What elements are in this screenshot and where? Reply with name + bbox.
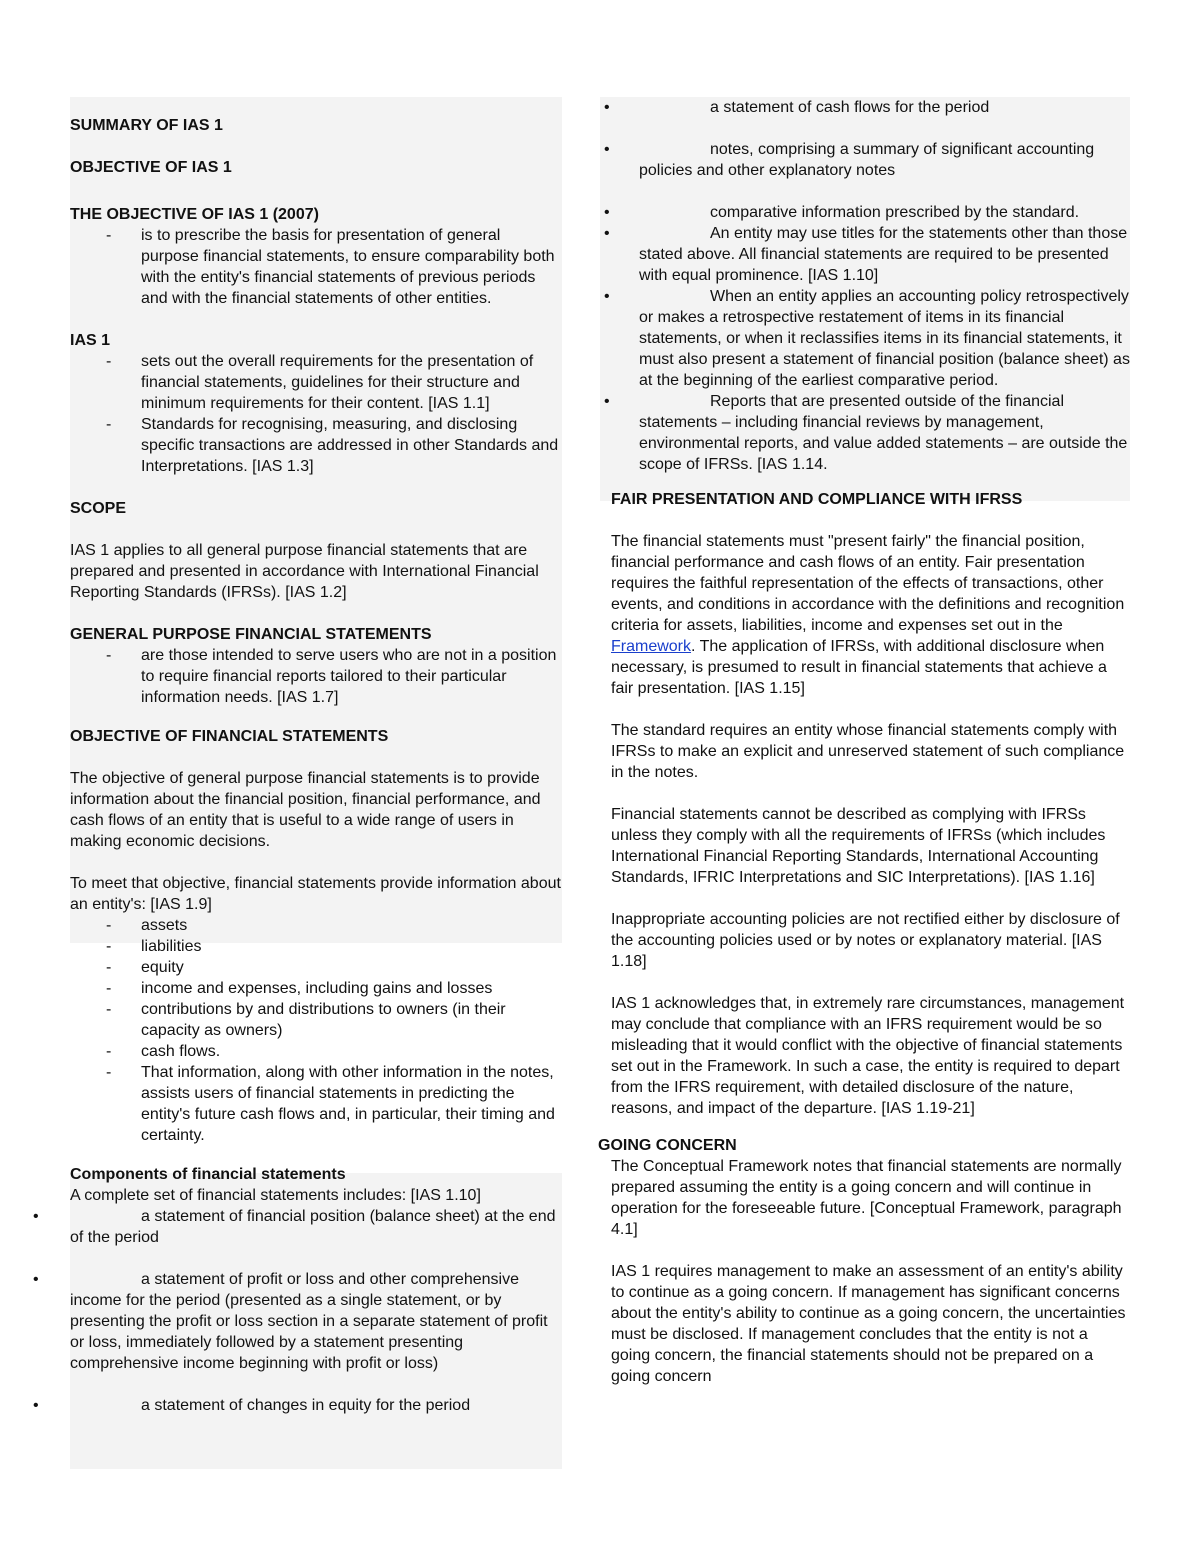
list-item-text: comparative information prescribed by the standard.: [710, 204, 1080, 221]
list-item: - That information, along with other information in the notes, assists users of financial statements in predicting the entity's future cash flows and, in particular, their timing and certainty.: [70, 1062, 562, 1146]
ias1-heading: IAS 1: [70, 332, 111, 349]
list-item: - assets: [70, 915, 562, 936]
list-item: - contributions by and distributions to owners (in their capacity as owners): [70, 999, 562, 1041]
scope-paragraph: IAS 1 applies to all general purpose financial statements that are prepared and presented in accordance with International Financial Reporting Standards (IFRSs). [IAS 1.2]: [70, 542, 539, 601]
fair-p1-text-after: . The application of IFRSs, with additional disclosure when necessary, is presumed to result in financial statements that achieve a fair presentation. [IAS 1.15]: [611, 638, 1107, 697]
list-item-text: a statement of profit or loss and other comprehensive income for the period (presented as a single statement, or by presenting the profit or loss section in a separate statement of profit or loss, immediately followed by a statement presenting comprehensive income beginning with profit or loss): [70, 1271, 548, 1372]
list-item: - income and expenses, including gains and losses: [70, 978, 562, 999]
left-column: [33, 97, 562, 1416]
objective-heading: OBJECTIVE OF IAS 1: [70, 159, 232, 176]
list-item: - Standards for recognising, measuring, and disclosing specific transactions are addressed in other Standards and Interpretations. [IAS 1.3]: [70, 414, 562, 477]
objective-2007-heading: THE OBJECTIVE OF IAS 1 (2007): [70, 206, 319, 223]
summary-heading: SUMMARY OF IAS 1: [70, 117, 223, 134]
list-item: [33, 1206, 562, 1248]
spacer: [600, 118, 1130, 139]
fair-paragraph-3: Financial statements cannot be described as complying with IFRSs unless they comply with all the requirements of IFRSs (which includes International Financial Reporting Standards, International Accounting Standards, IFRIC Interpretations and SIC Interpretations). [IAS 1.16]: [611, 806, 1106, 886]
bullet-icon: •: [33, 1208, 39, 1225]
bullet-icon: •: [33, 1271, 39, 1288]
objective-list: [70, 225, 562, 309]
list-item: - liabilities: [70, 936, 562, 957]
objfs-paragraph: The objective of general purpose financial statements is to provide information about the financial position, financial performance, and cash flows of an entity that is useful to a wide range of users in making economic decisions.: [70, 770, 541, 850]
gpfs-list: [70, 645, 562, 708]
fair-paragraph-4: Inappropriate accounting policies are not rectified either by disclosure of the accounting policies used or by notes or explanatory material. [IAS 1.18]: [611, 911, 1120, 970]
list-item: - are those intended to serve users who are not in a position to require financial reports tailored to their particular information needs. [IAS 1.7]: [70, 645, 562, 708]
bullet-icon: •: [604, 99, 610, 116]
bullet-icon: •: [604, 204, 610, 221]
list-item-text: When an entity applies an accounting policy retrospectively or makes a retrospective restatement of items in its financial statements, or when it reclassifies items in its financial statements, it must also present a statement of financial position (balance sheet) as at the beginning of the earliest comparative period.: [639, 288, 1130, 389]
objfs-heading: OBJECTIVE OF FINANCIAL STATEMENTS: [70, 728, 389, 745]
fair-p1-text: The financial statements must "present fairly" the financial position, financial performance and cash flows of an entity. Fair presentation requires the faithful representation of the effects of transactions, other events, and conditions in accordance with the definitions and recognition criteria for assets, liabilities, income and expenses set out in the: [611, 533, 1125, 634]
list-item-text: notes, comprising a summary of significant accounting policies and other explanatory notes: [639, 141, 1095, 179]
list-item: - equity: [70, 957, 562, 978]
list-item-text: Reports that are presented outside of the financial statements – including financial reviews by management, environmental reports, and value added statements – are outside the scope of IFRSs. [IAS 1.14.: [639, 393, 1128, 473]
list-item-text: a statement of changes in equity for the period: [141, 1397, 471, 1414]
list-item: [600, 286, 1130, 391]
components-list-left: [33, 1206, 562, 1416]
bullet-icon: •: [604, 225, 610, 242]
right-column: [600, 97, 1130, 1387]
list-item: [33, 1395, 562, 1416]
components-intro: A complete set of financial statements includes: [IAS 1.10]: [70, 1187, 481, 1204]
bullet-icon: •: [604, 141, 610, 158]
list-item: - cash flows.: [70, 1041, 562, 1062]
going-concern-paragraph-2: IAS 1 requires management to make an assessment of an entity's ability to continue as a going concern. If management has significant concerns about the entity's ability to continue as a going concern, the uncertainties must be disclosed. If management concludes that the entity is not a going concern, the financial statements should not be prepared on a going concern: [611, 1263, 1126, 1385]
list-item: [600, 97, 1130, 118]
bullet-icon: •: [604, 288, 610, 305]
bullet-icon: •: [604, 393, 610, 410]
list-item-text: a statement of cash flows for the period: [710, 99, 990, 116]
spacer: [70, 1374, 562, 1395]
fair-paragraph-2: The standard requires an entity whose financial statements comply with IFRSs to make an explicit and unreserved statement of such compliance in the notes.: [611, 722, 1125, 781]
list-item: [33, 1269, 562, 1374]
list-item: [600, 391, 1130, 475]
spacer: [70, 1248, 562, 1269]
list-item: - sets out the overall requirements for the presentation of financial statements, guidelines for their structure and minimum requirements for their content. [IAS 1.1]: [70, 351, 562, 414]
fair-paragraph-1: [600, 531, 1130, 699]
list-item: [600, 202, 1130, 223]
going-concern-paragraph-1: The Conceptual Framework notes that financial statements are normally prepared assuming the entity is a going concern and will continue in operation for the foreseeable future. [Conceptual Framework, paragraph 4.1]: [611, 1158, 1122, 1238]
fair-paragraph-5: IAS 1 acknowledges that, in extremely rare circumstances, management may conclude that compliance with an IFRS requirement would be so misleading that it would conflict with the objective of financial statements set out in the Framework. In such a case, the entity is required to depart from the IFRS requirement, with detailed disclosure of the nature, reasons, and impact of the departure. [IAS 1.19-21]: [611, 995, 1125, 1117]
list-item-text: a statement of financial position (balance sheet) at the end of the period: [70, 1208, 556, 1246]
meet-paragraph: To meet that objective, financial statements provide information about an entity's: [IAS 1.9]: [70, 875, 561, 913]
list-item: - is to prescribe the basis for presentation of general purpose financial statements, to ensure comparability both with the entity's financial statements of previous periods and with the financial statements of other entities.: [70, 225, 562, 309]
meet-list: [70, 915, 562, 1146]
list-item-text: An entity may use titles for the statements other than those stated above. All financial statements are required to be presented with equal prominence. [IAS 1.10]: [639, 225, 1128, 284]
bullet-icon: •: [33, 1397, 39, 1414]
going-concern-heading: GOING CONCERN: [598, 1137, 737, 1154]
fair-presentation-heading: FAIR PRESENTATION AND COMPLIANCE WITH IFRSS: [611, 491, 1023, 508]
gpfs-heading: GENERAL PURPOSE FINANCIAL STATEMENTS: [70, 626, 432, 643]
list-item: [600, 223, 1130, 286]
framework-link[interactable]: Framework: [611, 638, 692, 655]
components-heading: Components of financial statements: [70, 1166, 346, 1183]
list-item: [600, 139, 1130, 181]
scope-heading: SCOPE: [70, 500, 127, 517]
ias1-list: [70, 351, 562, 477]
spacer: [600, 181, 1130, 202]
components-list-right: [600, 97, 1130, 475]
